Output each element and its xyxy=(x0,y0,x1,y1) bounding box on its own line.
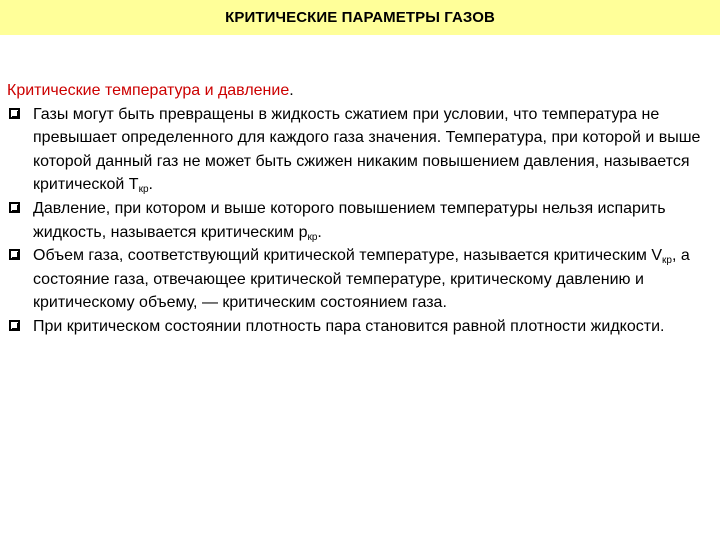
bullet-text: Газы могут быть превращены в жидкость сжатием при условии, что температура не превышает определенного для каждого газа значения. Температура, при которой и выше которой данный газ не может быть сжижен никаким повышением давления, называется критической T xyxy=(33,105,701,194)
page-title: КРИТИЧЕСКИЕ ПАРАМЕТРЫ ГАЗОВ xyxy=(225,9,495,26)
bullet-text-tail: , а состояние газа, отвечающее критической температуре, критическому давлению и критическому объему, — критическим состоянием газа. xyxy=(33,247,690,312)
bullet-text: Объем газа, соответствующий критической температуре, называется критическим V xyxy=(33,247,662,265)
bullet-subscript: кр xyxy=(138,184,149,196)
bullet-subscript: кр xyxy=(662,255,672,267)
bullet-item xyxy=(7,244,712,315)
section-heading-punct: . xyxy=(289,82,294,99)
section-heading xyxy=(7,79,712,103)
title-bar xyxy=(0,0,720,35)
checkbox-bullet-icon xyxy=(9,249,20,260)
bullet-text: Давление, при котором и выше которого повышением температуры нельзя испарить жидкость, называется критическим p xyxy=(33,199,666,241)
checkbox-bullet-icon xyxy=(9,108,20,119)
checkbox-bullet-icon xyxy=(9,320,20,331)
bullet-text: При критическом состоянии плотность пара становится равной плотности жидкости. xyxy=(33,317,665,335)
bullet-text-tail: . xyxy=(148,176,153,194)
checkbox-bullet-icon xyxy=(9,202,20,213)
bullet-text-tail: . xyxy=(317,223,322,241)
bullet-subscript: кр xyxy=(307,231,318,243)
slide-content xyxy=(7,79,712,339)
section-heading-text: Критические температура и давление xyxy=(7,82,290,99)
bullet-item xyxy=(7,103,712,197)
bullet-item xyxy=(7,197,712,244)
bullet-item xyxy=(7,315,712,339)
